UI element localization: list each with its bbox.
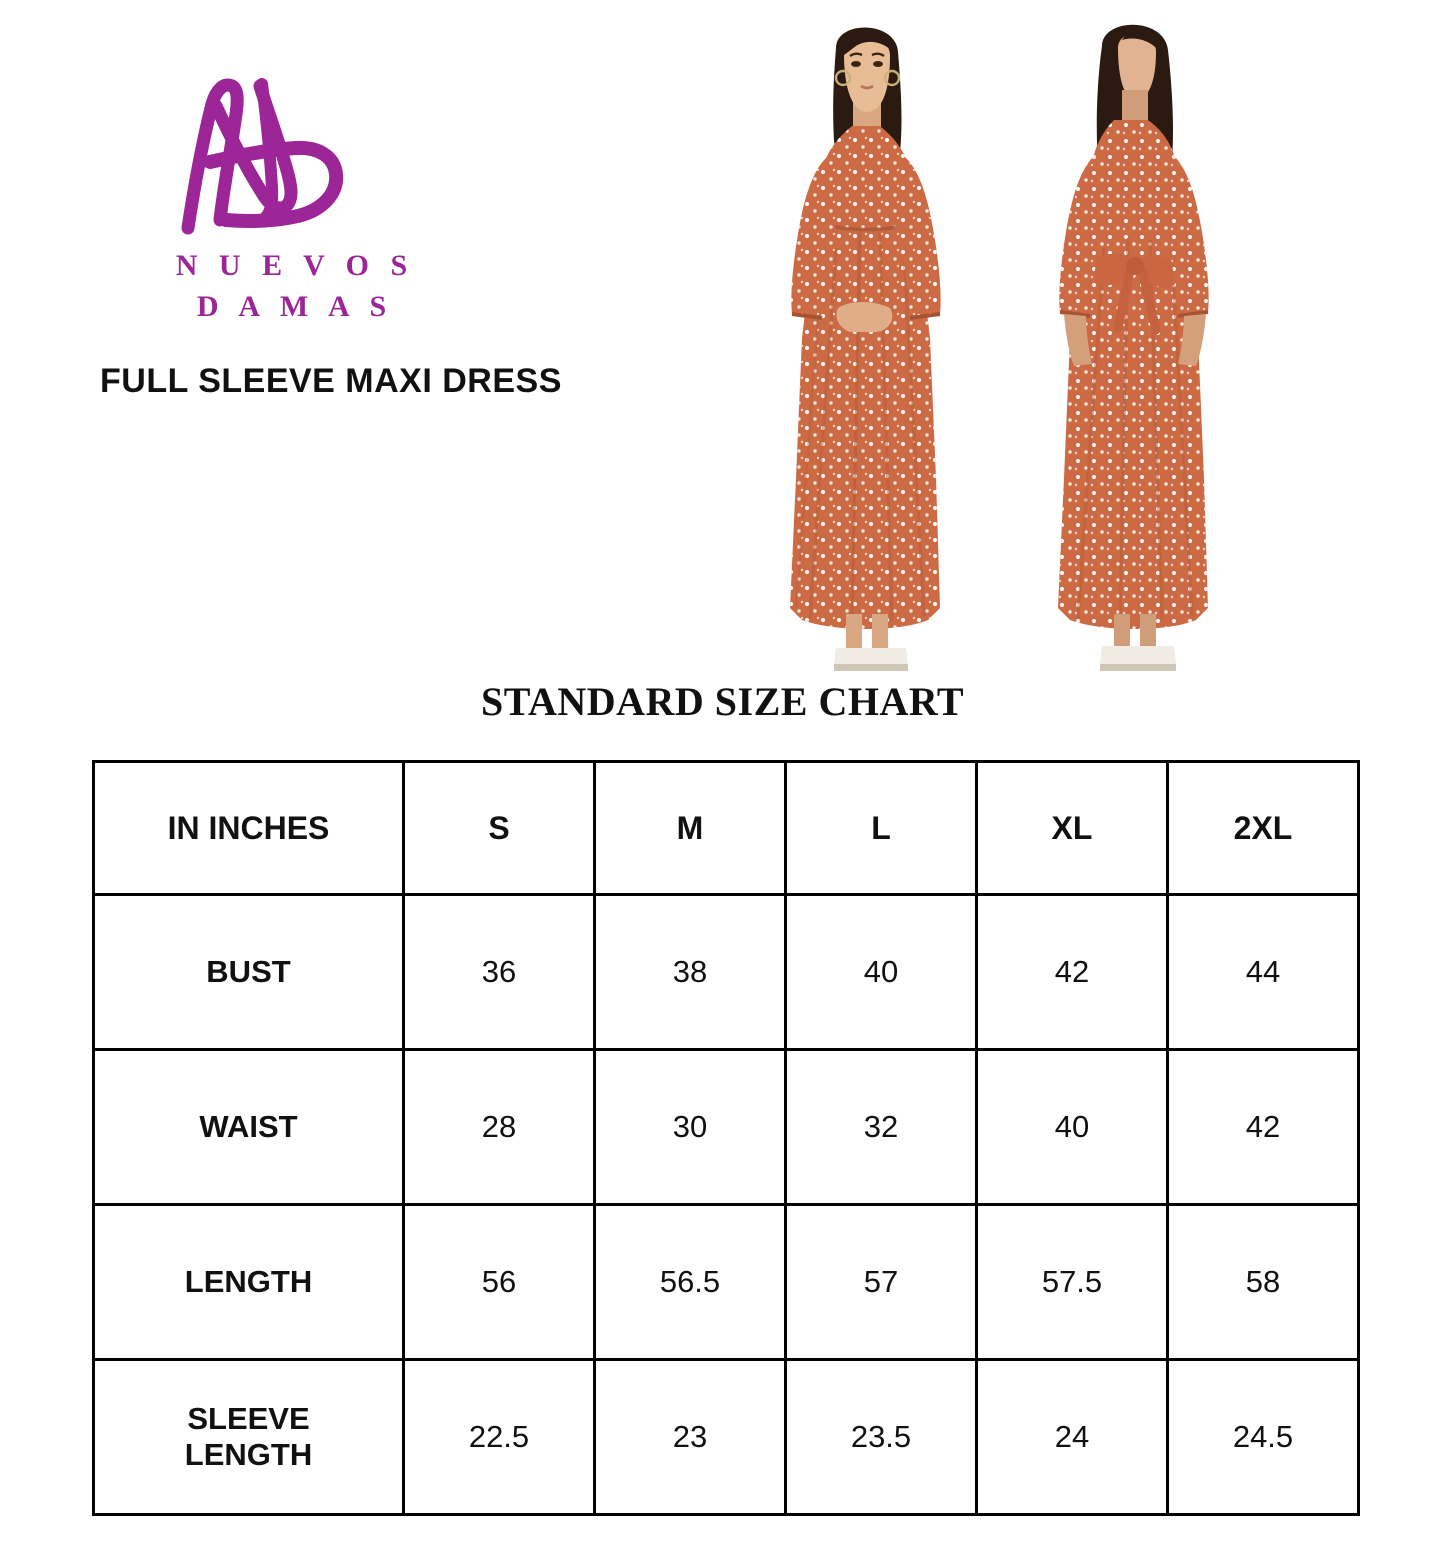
nd-monogram-icon: [150, 70, 400, 240]
page-title: FULL SLEEVE MAXI DRESS: [100, 362, 562, 400]
table-row: [94, 1205, 1359, 1360]
bust-l: 40: [786, 895, 977, 1050]
table-row: [94, 895, 1359, 1050]
length-s: 56: [404, 1205, 595, 1360]
table-row: [94, 1050, 1359, 1205]
sleeve-length-xl: 24: [977, 1360, 1168, 1515]
waist-2xl: 42: [1168, 1050, 1359, 1205]
bust-s: 36: [404, 895, 595, 1050]
length-xl: 57.5: [977, 1205, 1168, 1360]
size-chart-table: [92, 760, 1360, 1516]
row-label-sleeve-length: [94, 1360, 404, 1515]
brand-wordmark: [120, 246, 470, 327]
length-l: 57: [786, 1205, 977, 1360]
row-label-bust: BUST: [94, 895, 404, 1050]
size-header-2xl: 2XL: [1168, 762, 1359, 895]
waist-xl: 40: [977, 1050, 1168, 1205]
waist-m: 30: [595, 1050, 786, 1205]
row-label-sleeve-line1: SLEEVE: [187, 1401, 310, 1437]
size-header-m: M: [595, 762, 786, 895]
row-label-length: LENGTH: [94, 1205, 404, 1360]
unit-label-cell: IN INCHES: [94, 762, 404, 895]
bust-xl: 42: [977, 895, 1168, 1050]
sleeve-length-l: 23.5: [786, 1360, 977, 1515]
model-back-view: [1010, 8, 1260, 688]
sleeve-length-2xl: 24.5: [1168, 1360, 1359, 1515]
size-chart-heading: STANDARD SIZE CHART: [481, 679, 964, 724]
brand-name-line2: D A M A S: [196, 289, 394, 323]
waist-l: 32: [786, 1050, 977, 1205]
length-2xl: 58: [1168, 1205, 1359, 1360]
row-label-sleeve-line2: LENGTH: [184, 1437, 313, 1472]
size-chart-table-wrap: [92, 760, 1357, 1516]
row-label-waist: WAIST: [94, 1050, 404, 1205]
table-row: [94, 1360, 1359, 1515]
product-header-area: [0, 0, 1445, 724]
model-front-view: [740, 8, 990, 688]
sleeve-length-s: 22.5: [404, 1360, 595, 1515]
size-header-l: L: [786, 762, 977, 895]
bust-2xl: 44: [1168, 895, 1359, 1050]
bust-m: 38: [595, 895, 786, 1050]
waist-s: 28: [404, 1050, 595, 1205]
brand-block: [100, 70, 700, 327]
brand-name-line1: N U E V O S: [175, 249, 415, 282]
size-header-xl: XL: [977, 762, 1168, 895]
sleeve-length-m: 23: [595, 1360, 786, 1515]
table-header-row: [94, 762, 1359, 895]
size-header-s: S: [404, 762, 595, 895]
product-images: [735, 8, 1275, 688]
length-m: 56.5: [595, 1205, 786, 1360]
